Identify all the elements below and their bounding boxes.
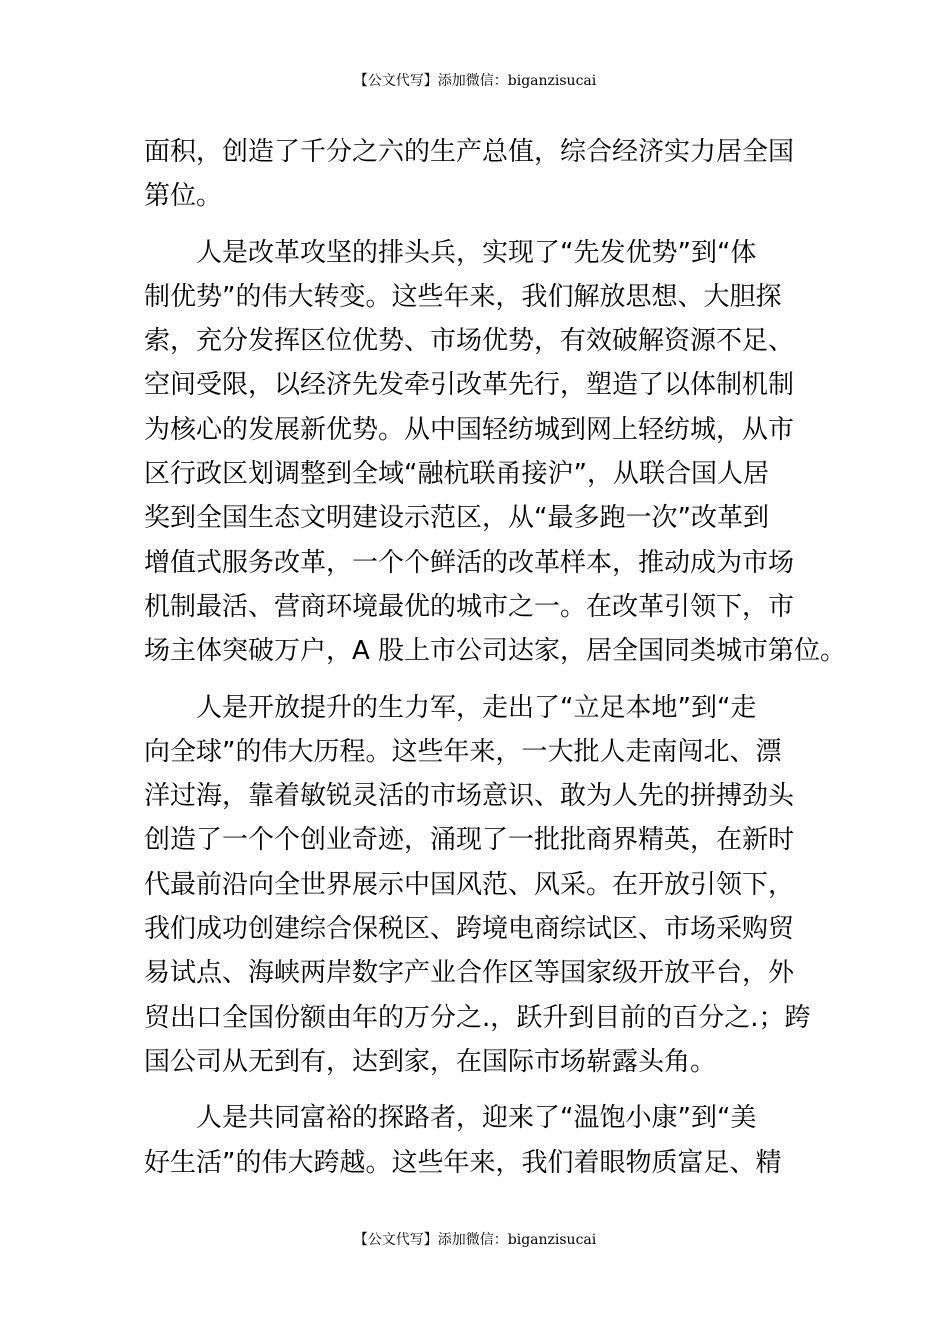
text-line: 奖到全国生态文明建设示范区，从“最多跑一次”改革到: [144, 503, 769, 534]
text-line: 贸出口全国份额由年的万分之.，跃升到目前的百分之.；跨: [144, 1002, 811, 1033]
text-line: 人是开放提升的生力军，走出了“立足本地”到“走: [196, 692, 757, 723]
text-line: 人是共同富裕的探路者，迎来了“温饱小康”到“美: [196, 1103, 757, 1134]
text-line: 好生活”的伟大跨越。这些年来，我们着眼物质富足、精: [144, 1147, 782, 1178]
text-line: 我们成功创建综合保税区、跨境电商综试区、市场采购贸: [144, 914, 795, 945]
text-line: 创造了一个个创业奇迹，涌现了一批批商界精英，在新时: [144, 825, 795, 856]
paragraph: [144, 686, 824, 1085]
text-line: 机制最活、营商环境最优的城市之一。在改革引领下，市: [144, 591, 795, 622]
text-line: 为核心的发展新优势。从中国轻纺城到网上轻纺城，从市: [144, 414, 795, 445]
document-body: [144, 130, 847, 1185]
text-line: 向全球”的伟大历程。这些年来，一大批人走南闯北、漂: [144, 736, 782, 767]
text-line: 第位。: [144, 181, 223, 212]
text-line: 面积，创造了千分之六的生产总值，综合经济实力居全国: [144, 137, 795, 167]
text-line: 洋过海，靠着敏锐灵活的市场意识、敢为人先的拼搏劲头: [144, 781, 795, 812]
text-line: 人是改革攻坚的排头兵，实现了“先发优势”到“体: [196, 237, 757, 268]
text-line: 场主体突破万户，A 股上市公司达家，居全国同类城市第位。: [144, 636, 847, 667]
paragraph: [144, 1096, 824, 1185]
text-line: 代最前沿向全世界展示中国风范、风采。在开放引领下，: [144, 869, 795, 900]
text-line: 索，充分发挥区位优势、市场优势，有效破解资源不足、: [144, 326, 795, 357]
text-line: 区行政区划调整到全域“融杭联甬接沪”，从联合国人居: [144, 459, 769, 490]
paragraph: [144, 130, 824, 219]
page-footer: 【公文代写】添加微信：biganzisucai: [353, 1232, 597, 1248]
text-line: 易试点、海峡两岸数字产业合作区等国家级开放平台，外: [144, 958, 795, 989]
text-line: 空间受限，以经济先发牵引改革先行，塑造了以体制机制: [144, 370, 795, 401]
text-line: 国公司从无到有，达到家，在国际市场崭露头角。: [144, 1046, 717, 1077]
page-header: 【公文代写】添加微信：biganzisucai: [353, 73, 597, 89]
text-line: 制优势”的伟大转变。这些年来，我们解放思想、大胆探: [144, 281, 782, 312]
text-line: 增值式服务改革，一个个鲜活的改革样本，推动成为市场: [144, 547, 795, 578]
paragraph: [144, 231, 847, 674]
